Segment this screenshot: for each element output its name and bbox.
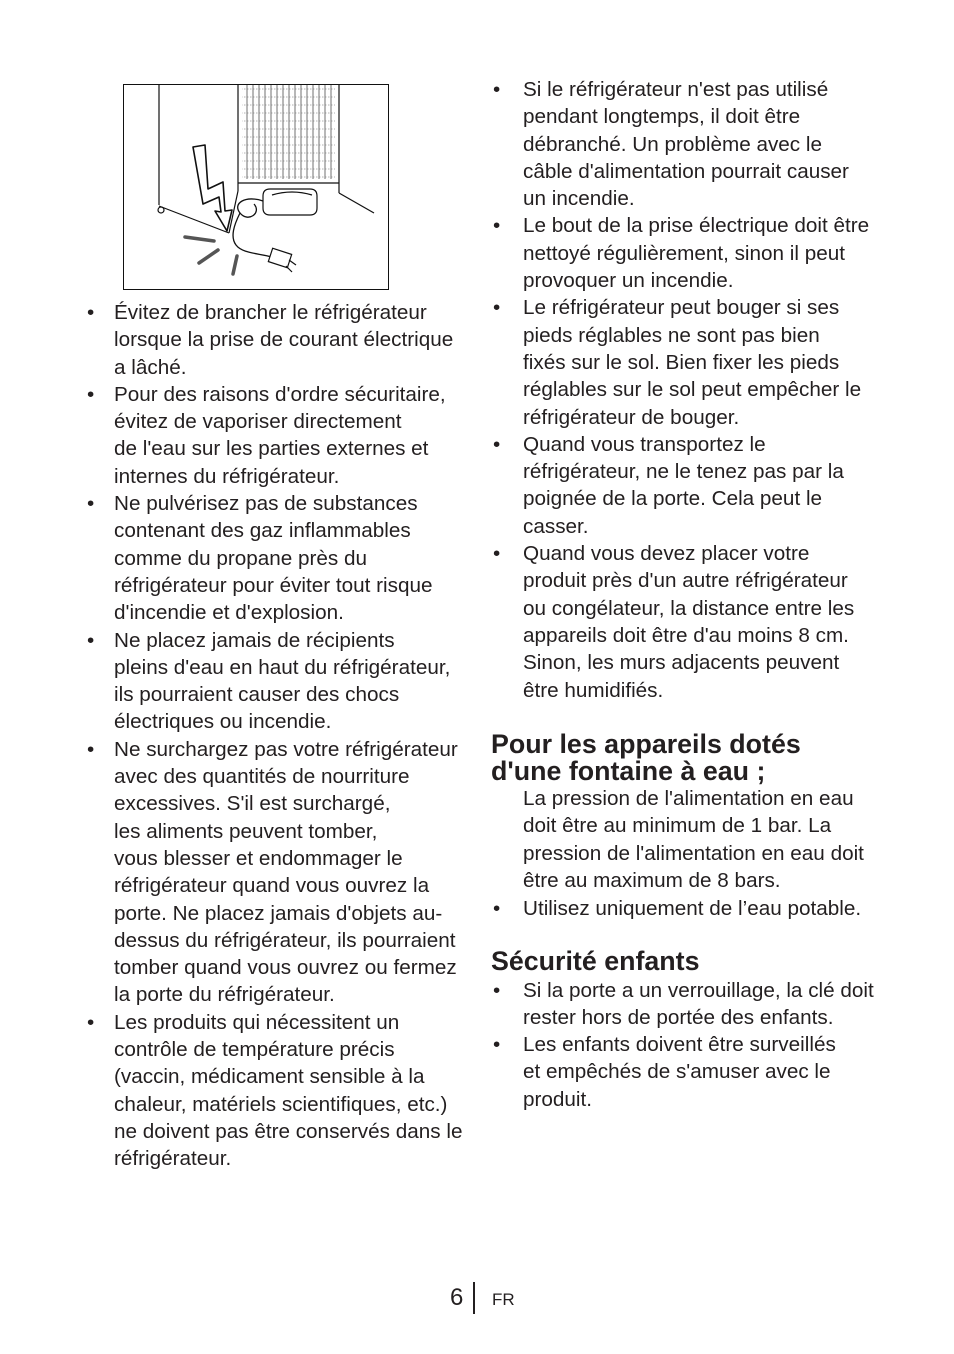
bullet-line: nettoyé régulièrement, sinon il peut: [523, 241, 845, 265]
bullet-line: • Le bout de la prise électrique doit être: [523, 214, 870, 238]
bullet-line: être humidifiés.: [523, 678, 664, 702]
bullet-line: ne doivent pas être conservés dans le: [114, 1119, 463, 1143]
bullet-line: un incendie.: [523, 187, 635, 211]
bullet-line: réfrigérateur.: [114, 1147, 232, 1171]
bullet-line: • Évitez de brancher le réfrigérateur: [114, 301, 427, 324]
bullet-line: • Pour des raisons d'ordre sécuritaire,: [114, 382, 446, 406]
bullet-line: et empêchés de s'amuser avec le: [523, 1060, 831, 1084]
spark-lines: [185, 237, 237, 274]
bullet-line: débranché. Un problème avec le: [523, 132, 822, 156]
bullet-line: réfrigérateur, ne le tenez pas par la: [523, 460, 844, 484]
bullet-line: câble d'alimentation pourrait causer: [523, 159, 849, 183]
bullet-item: [491, 540, 869, 704]
bullet-line: • Ne pulvérisez pas de substances: [114, 492, 418, 516]
bullet-line: vous blesser et endommager le: [114, 846, 403, 870]
bullet-line: porte. Ne placez jamais d'objets au-: [114, 901, 443, 925]
bullet-line: contenant des gaz inflammables: [114, 519, 411, 543]
bullet-line: réfrigérateur de bouger.: [523, 405, 740, 429]
bullet-item: [491, 76, 869, 212]
bullet-line: • Ne surchargez pas votre réfrigérateur: [114, 737, 458, 761]
bullet-line: avec des quantités de nourriture: [114, 765, 410, 789]
bullet-item: [491, 895, 861, 922]
bullet-item: [491, 431, 869, 540]
bullet-line: la porte du réfrigérateur.: [114, 983, 335, 1007]
bullet-line: Sinon, les murs adjacents peuvent: [523, 651, 840, 675]
bullet-line: • Ne placez jamais de récipients: [114, 628, 395, 652]
refrigerator-cable-figure: [123, 84, 389, 290]
text-line: doit être au minimum de 1 bar. La: [523, 814, 832, 838]
bullet-item: [85, 627, 462, 736]
bullet-line: contrôle de température précis: [114, 1038, 395, 1062]
bullet-item: [85, 381, 462, 490]
water-pressure-paragraph: [523, 785, 864, 894]
bullet-line: lorsque la prise de courant électrique: [114, 328, 454, 352]
lightning-bolt-icon: [193, 145, 232, 231]
water-bullet-list: [491, 895, 861, 922]
bullet-line: excessives. S'il est surchargé,: [114, 792, 391, 816]
bullet-line: comme du propane près du: [114, 546, 367, 570]
bullet-line: • Si le réfrigérateur n'est pas utilisé: [523, 78, 829, 101]
bullet-line: casser.: [523, 514, 589, 538]
bullet-item: [491, 1031, 874, 1113]
right-bullet-list: [491, 76, 869, 704]
text-line: Pour les appareils dotés: [491, 729, 801, 759]
bullet-line: ils pourraient causer des chocs: [114, 683, 400, 707]
text-line: d'une fontaine à eau ;: [491, 756, 766, 786]
bullet-line: a lâché.: [114, 355, 187, 379]
bullet-item: [491, 977, 874, 1032]
bullet-line: • Utilisez uniquement de l’eau potable.: [523, 896, 862, 920]
text-line: pression de l'alimentation en eau doit: [523, 841, 864, 865]
bullet-line: • Le réfrigérateur peut bouger si ses: [523, 296, 840, 320]
bullet-line: pleins d'eau en haut du réfrigérateur,: [114, 655, 451, 679]
bullet-line: réfrigérateur pour éviter tout risque: [114, 573, 433, 597]
text-line: La pression de l'alimentation en eau: [523, 787, 854, 810]
footer-divider: [473, 1282, 475, 1314]
bullet-line: internes du réfrigérateur.: [114, 464, 340, 488]
bullet-line: chaleur, matériels scientifiques, etc.): [114, 1092, 448, 1116]
bullet-line: de l'eau sur les parties externes et: [114, 437, 429, 461]
bullet-line: • Les enfants doivent être surveillés: [523, 1033, 836, 1057]
bullet-line: fixés sur le sol. Bien fixer les pieds: [523, 350, 840, 374]
water-fountain-heading: [491, 731, 801, 785]
child-safety-heading: Sécurité enfants: [491, 945, 700, 976]
bullet-line: provoquer un incendie.: [523, 269, 734, 293]
bullet-item: [85, 1009, 462, 1173]
bullet-line: réfrigérateur quand vous ouvrez la: [114, 874, 430, 898]
bullet-item: [85, 299, 462, 381]
bullet-line: rester hors de portée des enfants.: [523, 1005, 834, 1029]
bullet-line: réglables sur le sol peut empêcher le: [523, 378, 862, 402]
language-code: FR: [492, 1290, 515, 1309]
bullet-line: (vaccin, médicament sensible à la: [114, 1065, 425, 1089]
bullet-line: produit près d'un autre réfrigérateur: [523, 569, 848, 593]
page-number: 6: [450, 1284, 464, 1311]
bullet-line: • Les produits qui nécessitent un: [114, 1010, 400, 1034]
compressor: [263, 189, 317, 215]
plug-icon: [268, 248, 296, 272]
bullet-line: pendant longtemps, il doit être: [523, 105, 801, 129]
refrigerator-power-cable-illustration: [124, 85, 388, 289]
bullet-item: [491, 294, 869, 430]
text-line: être au maximum de 8 bars.: [523, 868, 781, 892]
left-bullet-list: [85, 299, 462, 1173]
bullet-line: appareils doit être d'au moins 8 cm.: [523, 623, 849, 647]
bullet-line: • Quand vous devez placer votre: [523, 542, 810, 566]
condenser-coil: [242, 85, 335, 179]
bullet-line: les aliments peuvent tomber,: [114, 819, 378, 843]
bullet-line: poignée de la porte. Cela peut le: [523, 487, 823, 511]
bullet-line: tomber quand vous ouvrez ou fermez: [114, 956, 457, 980]
bullet-line: produit.: [523, 1087, 593, 1111]
bullet-line: dessus du réfrigérateur, ils pourraient: [114, 928, 456, 952]
bullet-item: [491, 212, 869, 294]
bullet-item: [85, 736, 462, 1009]
bullet-item: [85, 490, 462, 626]
bullet-line: évitez de vaporiser directement: [114, 410, 402, 434]
bullet-line: pieds réglables ne sont pas bien: [523, 323, 820, 347]
child-safety-bullet-list: [491, 977, 874, 1113]
bullet-line: électriques ou incendie.: [114, 710, 332, 734]
bullet-line: • Quand vous transportez le: [523, 432, 766, 456]
bullet-line: • Si la porte a un verrouillage, la clé doit: [523, 978, 874, 1002]
bullet-line: d'incendie et d'explosion.: [114, 601, 344, 625]
bullet-line: ou congélateur, la distance entre les: [523, 596, 855, 620]
